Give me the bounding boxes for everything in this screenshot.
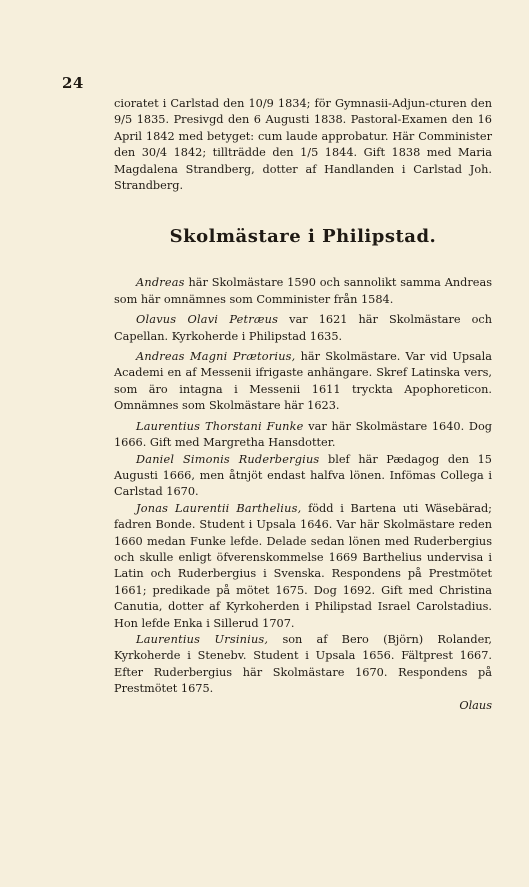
entry-7: [114, 632, 492, 698]
entry-3-text: här Skolmästare. Var vid Upsala Academi en af Messenii ifrigaste anhängare. Skref Latinska vers, som äro intagna i Messenii 1611 tryckta Apophoreticon. Omnämnes som Skolmästare här 1623.: [114, 350, 492, 413]
entry-2-text: var 1621 här Skolmästare och Capellan. Kyrkoherde i Philipstad 1635.: [114, 313, 492, 343]
entry-6: [114, 501, 492, 632]
entry-1-text: här Skolmästare 1590 och sannolikt samma Andreas som här omnämnes som Comminister från 1584.: [114, 276, 492, 306]
entry-5-text: blef här Pædagog den 15 Augusti 1666, men åtnjöt endast halfva lönen. Infömas Collega i Carlstad 1670.: [114, 452, 492, 499]
entry-3: [114, 349, 492, 415]
page-content: [114, 96, 492, 714]
entry-2-name: Olavus Olavi Petræus: [136, 313, 279, 327]
entry-7-text: son af Bero (Björn) Rolander, Kyrkoherde i Stenebv. Student i Upsala 1656. Fältprest 1667. Efter Ruderbergius här Skolmästare 1670. Respondens på Prestmötet 1675.: [114, 632, 492, 696]
entry-6-name: Jonas Laurentii Barthelius,: [136, 501, 302, 515]
section-heading: Skolmästare i Philipstad.: [169, 226, 437, 248]
entry-5: [114, 452, 492, 501]
entry-4-name: Laurentius Thorstani Funke: [136, 419, 304, 433]
entry-2: [114, 312, 492, 345]
entry-1-name: Andreas: [136, 276, 185, 290]
entry-5-name: Daniel Simonis Ruderbergius: [136, 452, 320, 466]
entry-6-text: född i Bartena uti Wäsebärad; fadren Bonde. Student i Upsala 1646. Var här Skolmästare reden 1660 medan Funke lefde. Delade sedan lönen med Ruderbergius och skulle enligt öfverenskommelse 1669 Barthelius undervisa i Latin och Ruderbergius i Svenska. Respondens på Prestmötet 1661; predikade på mötet 1675. Dog 1692. Gift med Christina Canutia, dotter af Kyrkoherden i Philipstad Israel Carolstadius. Hon lefde Enka i Sillerud 1707.: [114, 501, 492, 630]
entry-4: [114, 419, 492, 452]
entry-7-name: Laurentius Ursinius,: [136, 632, 269, 646]
page-number: 24: [62, 74, 84, 92]
intro-paragraph: cioratet i Carlstad den 10/9 1834; för Gymnasii-Adjun-cturen den 9/5 1835. Presivgd den 6 Augusti 1838. Pastoral-Examen den 16 April 1842 med betyget: cum laude approbatur. Här Comminister den 30/4 1842; tillträdde den 1/5 1844. Gift 1838 med Maria Magdalena Strandberg, dotter af Handlanden i Carlstad Joh. Strandberg.: [114, 97, 492, 193]
entry-4-text: var här Skolmästare 1640. Dog 1666. Gift med Margretha Hansdotter.: [114, 419, 492, 450]
entry-1: [114, 275, 492, 308]
entry-3-name: Andreas Magni Prætorius,: [136, 350, 296, 364]
catchword: Olaus: [459, 698, 492, 712]
